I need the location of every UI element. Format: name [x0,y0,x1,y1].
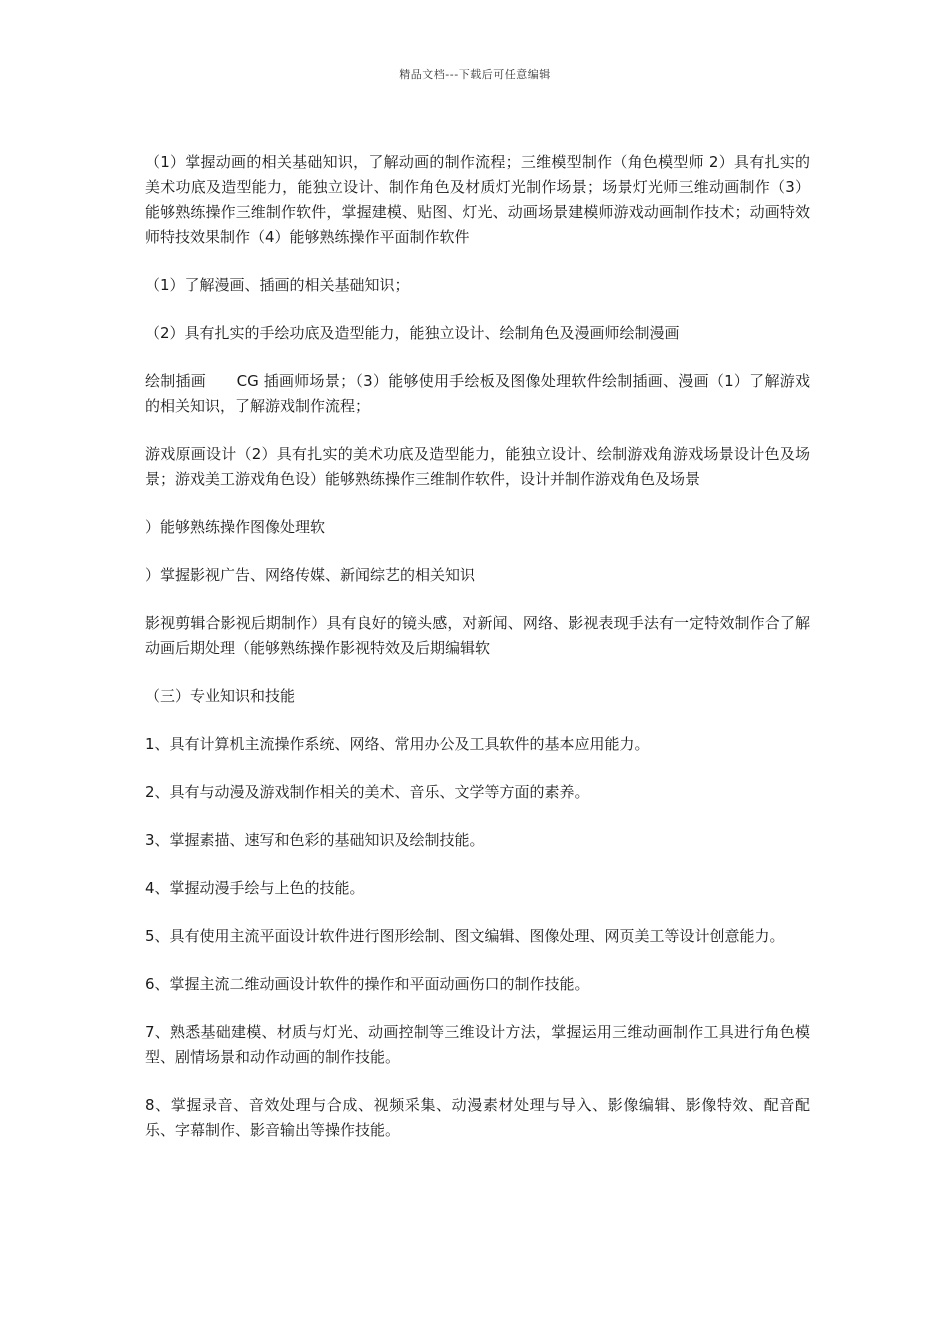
document-body [145,150,810,1166]
list-item: 3、掌握素描、速写和色彩的基础知识及绘制技能。 [145,831,485,849]
list-item: 7、熟悉基础建模、材质与灯光、动画控制等三维设计方法，掌握运用三维动画制作工具进行角色模型、剧情场景和动作动画的制作技能。 [145,1023,810,1066]
list-item: 4、掌握动漫手绘与上色的技能。 [145,879,365,897]
list-item: 5、具有使用主流平面设计软件进行图形绘制、图文编辑、图像处理、网页美工等设计创意能力。 [145,927,785,945]
list-item: 1、具有计算机主流操作系统、网络、常用办公及工具软件的基本应用能力。 [145,735,650,753]
list-item: 6、掌握主流二维动画设计软件的操作和平面动画伤口的制作技能。 [145,975,590,993]
paragraph-animation-skills: （1）掌握动画的相关基础知识，了解动画的制作流程；三维模型制作（角色模型师 2）具有扎实的美术功底及造型能力，能独立设计、制作角色及材质灯光制作场景；场景灯光师三维动画制作（3）能够熟练操作三维制作软件，掌握建模、贴图、灯光、动画场景建模师游戏动画制作技术；动画特效师特技效果制作（4）能够熟练操作平面制作软件 [145,153,810,246]
page-header: 精品文档---下载后可任意编辑 [399,68,551,81]
paragraph-game-art: 游戏原画设计（2）具有扎实的美术功底及造型能力，能独立设计、绘制游戏角游戏场景设计色及场景；游戏美工游戏角色设）能够熟练操作三维制作软件，设计并制作游戏角色及场景 [145,445,810,488]
paragraph-image-software: ）能够熟练操作图像处理软 [145,518,326,536]
paragraph-video-editing: 影视剪辑合影视后期制作）具有良好的镜头感，对新闻、网络、影视表现手法有一定特效制作合了解动画后期处理（能够熟练操作影视特效及后期编辑软 [145,614,810,657]
list-item: 2、具有与动漫及游戏制作相关的美术、音乐、文学等方面的素养。 [145,783,590,801]
list-item: 8、掌握录音、音效处理与合成、视频采集、动漫素材处理与导入、影像编辑、影像特效、配音配乐、字幕制作、影音输出等操作技能。 [145,1096,810,1139]
paragraph-media-knowledge: ）掌握影视广告、网络传媒、新闻综艺的相关知识 [145,566,476,584]
section-heading: （三）专业知识和技能 [145,687,296,705]
paragraph-illustration: 绘制插画 CG 插画师场景；（3）能够使用手绘板及图像处理软件绘制插画、漫画（1）了解游戏的相关知识，了解游戏制作流程； [145,372,810,415]
paragraph-comic-basics: （1）了解漫画、插画的相关基础知识； [145,276,410,294]
paragraph-comic-drawing: （2）具有扎实的手绘功底及造型能力，能独立设计、绘制角色及漫画师绘制漫画 [145,324,680,342]
